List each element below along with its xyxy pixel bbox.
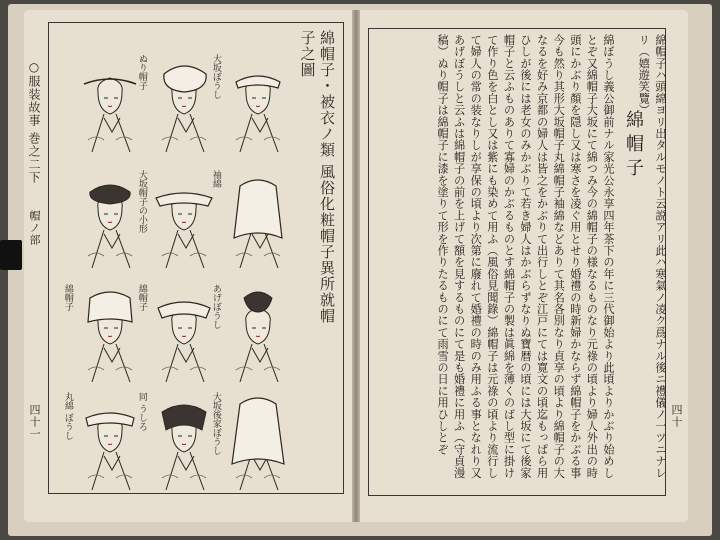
figure-caption: 大坂帽子の小形 [136,170,147,233]
book-gutter [352,10,360,522]
woman-with-hat-drawing [148,52,220,152]
woman-with-hat-drawing [74,168,146,268]
figure-caption: 同 うしろ [136,392,147,431]
binding-clip [0,240,22,270]
figure-caption: 大坂後家ぼうし [210,392,221,455]
figure-illustration [74,52,146,152]
body-paragraph: 綿ぼうし義公御前ナル家光公永享四年茶下の年に三代御始より此頃よりかぶり始めしとぞ又綿帽子大坂にて綿つみ今の綿帽子の様なるものなり元祿の頃より婦人外出の時頭にかぶり顏を隠し又は寒さを凌ぐ用とせり婚禮の時新婦かならず綿帽子をかぶる事今も然り其形大坂帽子丸綿帽子袖綿などありて其名各別なり貞享の頃より綿帽子の大なるを好み京都の婦人は皆之をかぶりて出行しとぞ江戸にては寛文の頃迄もっぱら用ひしが後には老女のみかぶりて若き婦人はかぶらずなりぬ寶暦の頃には大坂にて後家帽子と云ふものありて寡婦のかぶるものとす綿帽子の製は眞綿を薄くのばし型に掛けて作り色を白とし又は紫にも染めて用ふ（風俗見聞錄）綿帽子は元祿の頃より流行して婦人の常の装なりしが享保の頃より次第に廢れて婚禮の時のみ用ふる事となれり又あげぼうしと云ふは綿帽子の前を上げて額を見するものにて是も婚禮に用ふ（守貞漫稿）ぬり帽子は綿帽子に漆を塗りて形を作りたるものにて雨雪の日に用ひしとぞ [436,34,615,479]
right-page-number: 四十 [670,404,683,428]
figure-illustration [222,52,294,152]
figure-illustration [148,168,220,268]
woman-with-hat-drawing [74,390,146,490]
woman-with-hat-drawing [148,282,220,382]
figure-caption: 袖綿 [210,170,221,188]
body-text [376,34,616,488]
figure-caption: 綿帽子 [136,284,147,311]
woman-with-hat-drawing [222,390,294,490]
figure-caption: あげぼうし [210,284,221,329]
figure-caption: ぬり帽子 [136,54,147,90]
figure-illustration [222,282,294,382]
figure-illustration [148,282,220,382]
figure-illustration [148,390,220,490]
woman-with-hat-drawing [222,52,294,152]
left-margin-chapter: 帽ノ部 [28,210,41,246]
woman-with-hat-drawing [148,168,220,268]
intro-line: 綿帽子ハ頭綿ヨリ出タルモノト云説アリ此ハ寒氣ノ凌ク爲ナル後ニ禮儀ノ一ツニナレリ（嬉遊笑覽） [637,34,667,479]
woman-with-hat-drawing [74,52,146,152]
figure-caption: 綿帽子 [62,284,73,311]
figure-caption: 丸綿 ぼうし [62,392,73,440]
figure-illustration [222,168,294,268]
figure-illustration [74,282,146,382]
figure-illustration [148,52,220,152]
woman-with-hat-drawing [74,282,146,382]
figure-illustration [222,390,294,490]
section-heading: 綿帽子 [623,110,644,182]
figure-illustration [74,390,146,490]
left-page-number: 四十一 [28,404,41,440]
left-margin-title: ○服装故事 巻之二下 [27,60,41,184]
woman-with-hat-drawing [222,282,294,382]
woman-with-hat-drawing [148,390,220,490]
figure-caption: 大坂ぼうし [210,54,221,99]
woman-with-hat-drawing [222,168,294,268]
illustration-title: 綿帽子・被衣ノ類 風俗化粧帽子異所就帽子之圖 [298,30,336,324]
figure-illustration [74,168,146,268]
